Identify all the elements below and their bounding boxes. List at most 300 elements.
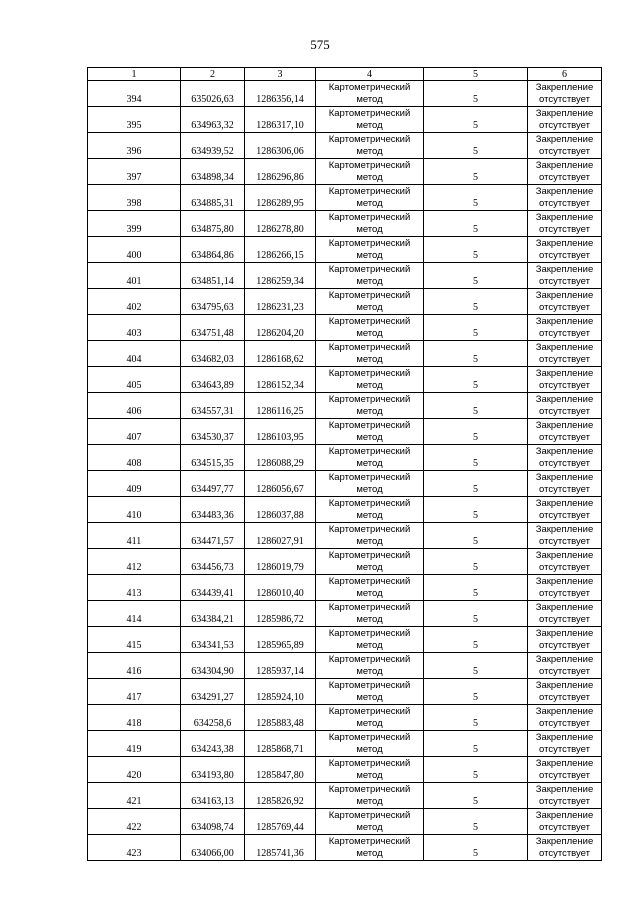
table-row	[88, 757, 602, 783]
fixation-text-line2: отсутствует	[539, 275, 590, 287]
coordinate-y-cell: 1285847,80	[245, 757, 316, 783]
fixation-text-line1: Закрепление	[535, 654, 594, 665]
method-cell	[316, 393, 424, 419]
fixation-text-line1: Закрепление	[535, 784, 594, 795]
table-row	[88, 133, 602, 159]
method-text-line2: метод	[356, 717, 383, 729]
point-number-cell: 419	[88, 731, 181, 757]
fixation-text-line2: отсутствует	[539, 743, 590, 755]
fixation-text-line2: отсутствует	[539, 379, 590, 391]
coordinate-x-cell: 634682,03	[181, 341, 245, 367]
fixation-cell	[528, 627, 602, 653]
method-text-line1: Картометрический	[328, 732, 411, 743]
point-number-cell: 410	[88, 497, 181, 523]
point-number-cell: 402	[88, 289, 181, 315]
fixation-text-line2: отсутствует	[539, 665, 590, 677]
method-cell	[316, 653, 424, 679]
accuracy-cell: 5	[424, 783, 528, 809]
method-text-line2: метод	[356, 275, 383, 287]
method-text-line1: Картометрический	[328, 758, 411, 769]
method-text-line2: метод	[356, 691, 383, 703]
accuracy-cell: 5	[424, 653, 528, 679]
coordinate-y-cell: 1286088,29	[245, 445, 316, 471]
fixation-text-line1: Закрепление	[535, 264, 594, 275]
point-number-cell: 399	[88, 211, 181, 237]
table-row	[88, 627, 602, 653]
coordinate-x-cell: 634643,89	[181, 367, 245, 393]
table-row	[88, 705, 602, 731]
method-cell	[316, 783, 424, 809]
coordinate-y-cell: 1286317,10	[245, 107, 316, 133]
method-text-line1: Картометрический	[328, 446, 411, 457]
coordinate-y-cell: 1286019,79	[245, 549, 316, 575]
coordinate-y-cell: 1286010,40	[245, 575, 316, 601]
method-cell	[316, 237, 424, 263]
point-number-cell: 409	[88, 471, 181, 497]
fixation-text-line1: Закрепление	[535, 628, 594, 639]
table-row	[88, 159, 602, 185]
coordinate-x-cell: 634898,34	[181, 159, 245, 185]
coordinate-y-cell: 1286037,88	[245, 497, 316, 523]
method-cell	[316, 289, 424, 315]
coordinate-y-cell: 1285769,44	[245, 809, 316, 835]
coordinate-x-cell: 634258,6	[181, 705, 245, 731]
fixation-cell	[528, 419, 602, 445]
coordinate-x-cell: 634483,36	[181, 497, 245, 523]
coordinate-y-cell: 1285826,92	[245, 783, 316, 809]
accuracy-cell: 5	[424, 575, 528, 601]
coordinate-x-cell: 634066,00	[181, 835, 245, 861]
method-cell	[316, 627, 424, 653]
coordinate-x-cell: 634885,31	[181, 185, 245, 211]
table-row	[88, 783, 602, 809]
coordinate-y-cell: 1285937,14	[245, 653, 316, 679]
method-text-line2: метод	[356, 93, 383, 105]
point-number-cell: 420	[88, 757, 181, 783]
method-text-line2: метод	[356, 665, 383, 677]
coordinate-y-cell: 1286259,34	[245, 263, 316, 289]
method-cell	[316, 835, 424, 861]
method-text-line1: Картометрический	[328, 836, 411, 847]
method-text-line2: метод	[356, 795, 383, 807]
method-cell	[316, 809, 424, 835]
fixation-text-line1: Закрепление	[535, 498, 594, 509]
fixation-text-line1: Закрепление	[535, 602, 594, 613]
fixation-cell	[528, 653, 602, 679]
method-text-line2: метод	[356, 301, 383, 313]
accuracy-cell: 5	[424, 237, 528, 263]
method-cell	[316, 315, 424, 341]
fixation-text-line2: отсутствует	[539, 717, 590, 729]
point-number-cell: 398	[88, 185, 181, 211]
column-header-2: 2	[181, 68, 245, 81]
method-cell	[316, 185, 424, 211]
method-cell	[316, 601, 424, 627]
coordinate-y-cell: 1286116,25	[245, 393, 316, 419]
fixation-text-line1: Закрепление	[535, 160, 594, 171]
fixation-cell	[528, 237, 602, 263]
coordinates-table	[87, 67, 602, 861]
method-text-line1: Картометрический	[328, 82, 411, 93]
table-row	[88, 107, 602, 133]
coordinate-x-cell: 634439,41	[181, 575, 245, 601]
fixation-text-line2: отсутствует	[539, 353, 590, 365]
coordinate-x-cell: 634864,86	[181, 237, 245, 263]
coordinate-x-cell: 634515,35	[181, 445, 245, 471]
fixation-cell	[528, 549, 602, 575]
point-number-cell: 423	[88, 835, 181, 861]
fixation-text-line1: Закрепление	[535, 576, 594, 587]
point-number-cell: 408	[88, 445, 181, 471]
column-header-3: 3	[245, 68, 316, 81]
accuracy-cell: 5	[424, 419, 528, 445]
method-text-line2: метод	[356, 327, 383, 339]
coordinate-x-cell: 634875,80	[181, 211, 245, 237]
table-row	[88, 549, 602, 575]
table-row	[88, 263, 602, 289]
fixation-cell	[528, 107, 602, 133]
method-cell	[316, 549, 424, 575]
point-number-cell: 421	[88, 783, 181, 809]
method-text-line2: метод	[356, 457, 383, 469]
table-row	[88, 523, 602, 549]
table-row	[88, 653, 602, 679]
method-text-line1: Картометрический	[328, 602, 411, 613]
fixation-cell	[528, 263, 602, 289]
fixation-text-line1: Закрепление	[535, 186, 594, 197]
method-text-line1: Картометрический	[328, 654, 411, 665]
fixation-text-line2: отсутствует	[539, 457, 590, 469]
method-text-line1: Картометрический	[328, 810, 411, 821]
method-cell	[316, 419, 424, 445]
fixation-text-line1: Закрепление	[535, 758, 594, 769]
accuracy-cell: 5	[424, 523, 528, 549]
accuracy-cell: 5	[424, 393, 528, 419]
method-cell	[316, 497, 424, 523]
method-cell	[316, 757, 424, 783]
point-number-cell: 405	[88, 367, 181, 393]
method-cell	[316, 211, 424, 237]
method-text-line2: метод	[356, 743, 383, 755]
accuracy-cell: 5	[424, 757, 528, 783]
fixation-text-line2: отсутствует	[539, 249, 590, 261]
method-cell	[316, 263, 424, 289]
fixation-cell	[528, 159, 602, 185]
fixation-text-line2: отсутствует	[539, 301, 590, 313]
table-header-row	[88, 68, 602, 81]
table-row	[88, 497, 602, 523]
method-cell	[316, 159, 424, 185]
fixation-text-line1: Закрепление	[535, 368, 594, 379]
fixation-text-line2: отсутствует	[539, 769, 590, 781]
point-number-cell: 397	[88, 159, 181, 185]
fixation-text-line2: отсутствует	[539, 119, 590, 131]
fixation-text-line2: отсутствует	[539, 587, 590, 599]
method-text-line1: Картометрический	[328, 472, 411, 483]
method-text-line2: метод	[356, 821, 383, 833]
method-text-line1: Картометрический	[328, 134, 411, 145]
coordinate-y-cell: 1286056,67	[245, 471, 316, 497]
accuracy-cell: 5	[424, 263, 528, 289]
accuracy-cell: 5	[424, 107, 528, 133]
fixation-text-line2: отсутствует	[539, 405, 590, 417]
method-text-line2: метод	[356, 249, 383, 261]
fixation-text-line2: отсутствует	[539, 327, 590, 339]
fixation-cell	[528, 185, 602, 211]
point-number-cell: 400	[88, 237, 181, 263]
fixation-cell	[528, 367, 602, 393]
fixation-text-line2: отсутствует	[539, 93, 590, 105]
accuracy-cell: 5	[424, 731, 528, 757]
method-text-line2: метод	[356, 587, 383, 599]
fixation-text-line1: Закрепление	[535, 680, 594, 691]
method-text-line1: Картометрический	[328, 576, 411, 587]
method-text-line2: метод	[356, 847, 383, 859]
fixation-cell	[528, 705, 602, 731]
method-text-line1: Картометрический	[328, 550, 411, 561]
table-row	[88, 445, 602, 471]
method-cell	[316, 445, 424, 471]
point-number-cell: 406	[88, 393, 181, 419]
accuracy-cell: 5	[424, 549, 528, 575]
fixation-text-line1: Закрепление	[535, 732, 594, 743]
point-number-cell: 407	[88, 419, 181, 445]
fixation-cell	[528, 81, 602, 107]
point-number-cell: 413	[88, 575, 181, 601]
coordinate-x-cell: 634963,32	[181, 107, 245, 133]
method-text-line1: Картометрический	[328, 108, 411, 119]
method-text-line1: Картометрический	[328, 316, 411, 327]
point-number-cell: 411	[88, 523, 181, 549]
point-number-cell: 412	[88, 549, 181, 575]
fixation-cell	[528, 289, 602, 315]
method-text-line1: Картометрический	[328, 706, 411, 717]
fixation-text-line2: отсутствует	[539, 639, 590, 651]
column-header-4: 4	[316, 68, 424, 81]
fixation-text-line2: отсутствует	[539, 223, 590, 235]
method-text-line2: метод	[356, 197, 383, 209]
fixation-cell	[528, 445, 602, 471]
table-row	[88, 367, 602, 393]
fixation-text-line1: Закрепление	[535, 134, 594, 145]
accuracy-cell: 5	[424, 679, 528, 705]
table-row	[88, 211, 602, 237]
method-text-line2: метод	[356, 145, 383, 157]
fixation-text-line2: отсутствует	[539, 821, 590, 833]
table-row	[88, 237, 602, 263]
method-text-line1: Картометрический	[328, 342, 411, 353]
method-text-line1: Картометрический	[328, 628, 411, 639]
accuracy-cell: 5	[424, 835, 528, 861]
point-number-cell: 415	[88, 627, 181, 653]
fixation-text-line1: Закрепление	[535, 212, 594, 223]
method-text-line2: метод	[356, 405, 383, 417]
method-cell	[316, 523, 424, 549]
table-row	[88, 393, 602, 419]
fixation-text-line2: отсутствует	[539, 197, 590, 209]
method-text-line1: Картометрический	[328, 264, 411, 275]
table-row	[88, 471, 602, 497]
coordinate-y-cell: 1286027,91	[245, 523, 316, 549]
method-cell	[316, 575, 424, 601]
coordinate-x-cell: 634471,57	[181, 523, 245, 549]
method-text-line1: Картометрический	[328, 680, 411, 691]
method-text-line1: Картометрический	[328, 524, 411, 535]
coordinate-x-cell: 634557,31	[181, 393, 245, 419]
coordinate-y-cell: 1286204,20	[245, 315, 316, 341]
fixation-cell	[528, 341, 602, 367]
fixation-cell	[528, 523, 602, 549]
fixation-text-line1: Закрепление	[535, 810, 594, 821]
method-cell	[316, 133, 424, 159]
method-text-line2: метод	[356, 639, 383, 651]
coordinate-x-cell: 634497,77	[181, 471, 245, 497]
accuracy-cell: 5	[424, 809, 528, 835]
fixation-text-line2: отсутствует	[539, 795, 590, 807]
fixation-cell	[528, 393, 602, 419]
method-text-line2: метод	[356, 483, 383, 495]
coordinate-y-cell: 1285883,48	[245, 705, 316, 731]
point-number-cell: 396	[88, 133, 181, 159]
fixation-text-line1: Закрепление	[535, 446, 594, 457]
method-cell	[316, 705, 424, 731]
fixation-text-line1: Закрепление	[535, 550, 594, 561]
accuracy-cell: 5	[424, 159, 528, 185]
coordinate-x-cell: 634098,74	[181, 809, 245, 835]
method-cell	[316, 731, 424, 757]
method-text-line2: метод	[356, 119, 383, 131]
fixation-text-line2: отсутствует	[539, 171, 590, 183]
method-text-line2: метод	[356, 613, 383, 625]
table-row	[88, 809, 602, 835]
coordinate-x-cell: 634193,80	[181, 757, 245, 783]
method-text-line1: Картометрический	[328, 368, 411, 379]
fixation-text-line2: отсутствует	[539, 691, 590, 703]
fixation-text-line1: Закрепление	[535, 238, 594, 249]
method-text-line1: Картометрический	[328, 420, 411, 431]
fixation-cell	[528, 809, 602, 835]
accuracy-cell: 5	[424, 185, 528, 211]
fixation-text-line2: отсутствует	[539, 483, 590, 495]
method-text-line2: метод	[356, 535, 383, 547]
fixation-text-line1: Закрепление	[535, 524, 594, 535]
coordinate-y-cell: 1286296,86	[245, 159, 316, 185]
coordinate-x-cell: 634795,63	[181, 289, 245, 315]
coordinate-y-cell: 1285924,10	[245, 679, 316, 705]
fixation-text-line2: отсутствует	[539, 613, 590, 625]
fixation-text-line1: Закрепление	[535, 108, 594, 119]
point-number-cell: 403	[88, 315, 181, 341]
accuracy-cell: 5	[424, 497, 528, 523]
method-text-line1: Картометрический	[328, 212, 411, 223]
fixation-cell	[528, 757, 602, 783]
coordinate-x-cell: 634851,14	[181, 263, 245, 289]
fixation-cell	[528, 835, 602, 861]
table-row	[88, 835, 602, 861]
coordinate-x-cell: 634291,27	[181, 679, 245, 705]
fixation-cell	[528, 471, 602, 497]
coordinate-x-cell: 634530,37	[181, 419, 245, 445]
coordinate-x-cell: 634163,13	[181, 783, 245, 809]
accuracy-cell: 5	[424, 471, 528, 497]
fixation-cell	[528, 315, 602, 341]
point-number-cell: 401	[88, 263, 181, 289]
coordinate-x-cell: 634341,53	[181, 627, 245, 653]
fixation-text-line1: Закрепление	[535, 82, 594, 93]
fixation-cell	[528, 679, 602, 705]
method-cell	[316, 341, 424, 367]
method-text-line1: Картометрический	[328, 784, 411, 795]
coordinate-x-cell: 634751,48	[181, 315, 245, 341]
coordinates-table-body	[88, 68, 602, 861]
point-number-cell: 417	[88, 679, 181, 705]
table-row	[88, 81, 602, 107]
fixation-text-line2: отсутствует	[539, 509, 590, 521]
fixation-text-line1: Закрепление	[535, 472, 594, 483]
table-row	[88, 731, 602, 757]
coordinate-x-cell: 634456,73	[181, 549, 245, 575]
method-cell	[316, 471, 424, 497]
method-cell	[316, 679, 424, 705]
table-row	[88, 419, 602, 445]
coordinate-y-cell: 1286168,62	[245, 341, 316, 367]
table-row	[88, 601, 602, 627]
method-text-line1: Картометрический	[328, 160, 411, 171]
column-header-6: 6	[528, 68, 602, 81]
method-cell	[316, 107, 424, 133]
method-text-line1: Картометрический	[328, 186, 411, 197]
accuracy-cell: 5	[424, 211, 528, 237]
accuracy-cell: 5	[424, 289, 528, 315]
method-text-line1: Картометрический	[328, 238, 411, 249]
method-text-line2: метод	[356, 379, 383, 391]
method-text-line2: метод	[356, 431, 383, 443]
fixation-text-line1: Закрепление	[535, 342, 594, 353]
method-text-line1: Картометрический	[328, 394, 411, 405]
point-number-cell: 418	[88, 705, 181, 731]
accuracy-cell: 5	[424, 705, 528, 731]
accuracy-cell: 5	[424, 627, 528, 653]
method-text-line2: метод	[356, 171, 383, 183]
accuracy-cell: 5	[424, 341, 528, 367]
accuracy-cell: 5	[424, 315, 528, 341]
accuracy-cell: 5	[424, 601, 528, 627]
point-number-cell: 404	[88, 341, 181, 367]
method-text-line1: Картометрический	[328, 290, 411, 301]
fixation-text-line1: Закрепление	[535, 394, 594, 405]
fixation-cell	[528, 497, 602, 523]
table-row	[88, 575, 602, 601]
fixation-text-line1: Закрепление	[535, 706, 594, 717]
fixation-text-line1: Закрепление	[535, 316, 594, 327]
page-number: 575	[310, 37, 330, 52]
fixation-text-line2: отсутствует	[539, 561, 590, 573]
fixation-cell	[528, 211, 602, 237]
method-text-line2: метод	[356, 223, 383, 235]
method-text-line2: метод	[356, 769, 383, 781]
coordinate-y-cell: 1286278,80	[245, 211, 316, 237]
fixation-cell	[528, 783, 602, 809]
fixation-text-line2: отсутствует	[539, 535, 590, 547]
method-text-line2: метод	[356, 353, 383, 365]
coordinate-y-cell: 1285868,71	[245, 731, 316, 757]
point-number-cell: 394	[88, 81, 181, 107]
coordinate-y-cell: 1286356,14	[245, 81, 316, 107]
point-number-cell: 395	[88, 107, 181, 133]
coordinate-x-cell: 634939,52	[181, 133, 245, 159]
fixation-text-line1: Закрепление	[535, 836, 594, 847]
coordinate-y-cell: 1285986,72	[245, 601, 316, 627]
